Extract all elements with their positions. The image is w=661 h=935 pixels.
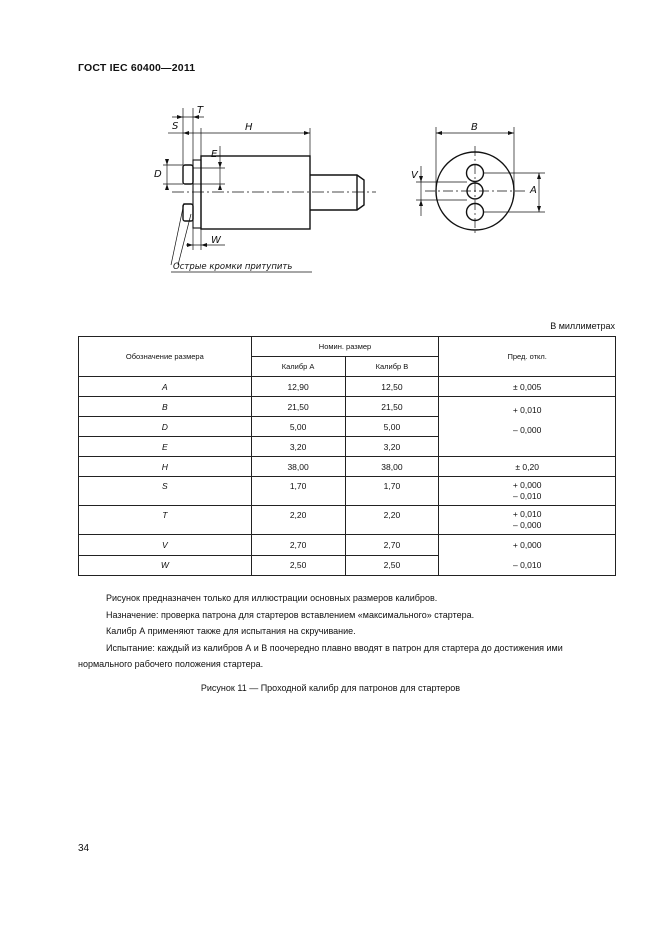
dimensions-table <box>78 336 616 576</box>
figure-caption: Рисунок 11 — Проходной калибр для патронов для стартеров <box>200 683 461 693</box>
document-header: ГОСТ IEC 60400—2011 <box>78 62 196 74</box>
table-row: V 2,70 2,70 + 0,000 – 0,010 <box>79 535 616 556</box>
lower-pin <box>183 204 193 221</box>
note-paragraph: Рисунок предназначен только для иллюстрации основных размеров калибров. <box>106 593 438 603</box>
table-row: H 38,00 38,00 ± 0,20 <box>79 457 616 477</box>
label-d: D <box>154 169 162 180</box>
upper-pin <box>183 165 193 184</box>
label-v: V <box>411 170 418 181</box>
table-row: D 5,00 5,00 <box>79 417 616 437</box>
header-gauge-b: Калибр В <box>345 357 439 377</box>
gauge-body <box>201 156 310 229</box>
label-a: A <box>530 185 537 196</box>
label-h: H <box>245 122 253 133</box>
note-paragraph: Испытание: каждый из калибров А и В поочередно плавно вводят в патрон для стартера до достижения ими нормального рабочего положения стартера. <box>78 642 563 669</box>
header-nominal: Номин. размер <box>251 337 439 357</box>
units-note: В миллиметрах <box>550 321 615 331</box>
header-tolerance: Пред. откл. <box>439 337 616 377</box>
table-header-row <box>79 337 616 357</box>
page-number: 34 <box>78 843 90 854</box>
label-e: E <box>211 149 218 160</box>
label-b: B <box>471 122 478 133</box>
table-row: A 12,90 12,50 ± 0,005 <box>79 377 616 397</box>
gauge-drawing <box>0 0 661 300</box>
label-t: T <box>197 105 204 116</box>
table-row: T 2,20 2,20 + 0,010 – 0,000 <box>79 506 616 535</box>
label-edge-note: Острые кромки притупить <box>173 262 293 272</box>
label-w: W <box>211 235 221 246</box>
table-row: S 1,70 1,70 + 0,000 – 0,010 <box>79 477 616 506</box>
table-row: W 2,50 2,50 <box>79 555 616 576</box>
label-s: S <box>172 121 179 132</box>
note-paragraph: Калибр А применяют также для испытания на скручивание. <box>106 626 356 636</box>
header-gauge-a: Калибр А <box>251 357 345 377</box>
header-designation: Обозначение размера <box>79 337 252 377</box>
gauge-shaft <box>310 175 364 210</box>
figure-notes <box>78 590 616 673</box>
table-row: E 3,20 3,20 <box>79 437 616 457</box>
table-row: B 21,50 21,50 + 0,010 – 0,000 <box>79 397 616 417</box>
note-paragraph: Назначение: проверка патрона для стартеров вставлением «максимального» стартера. <box>106 609 475 620</box>
